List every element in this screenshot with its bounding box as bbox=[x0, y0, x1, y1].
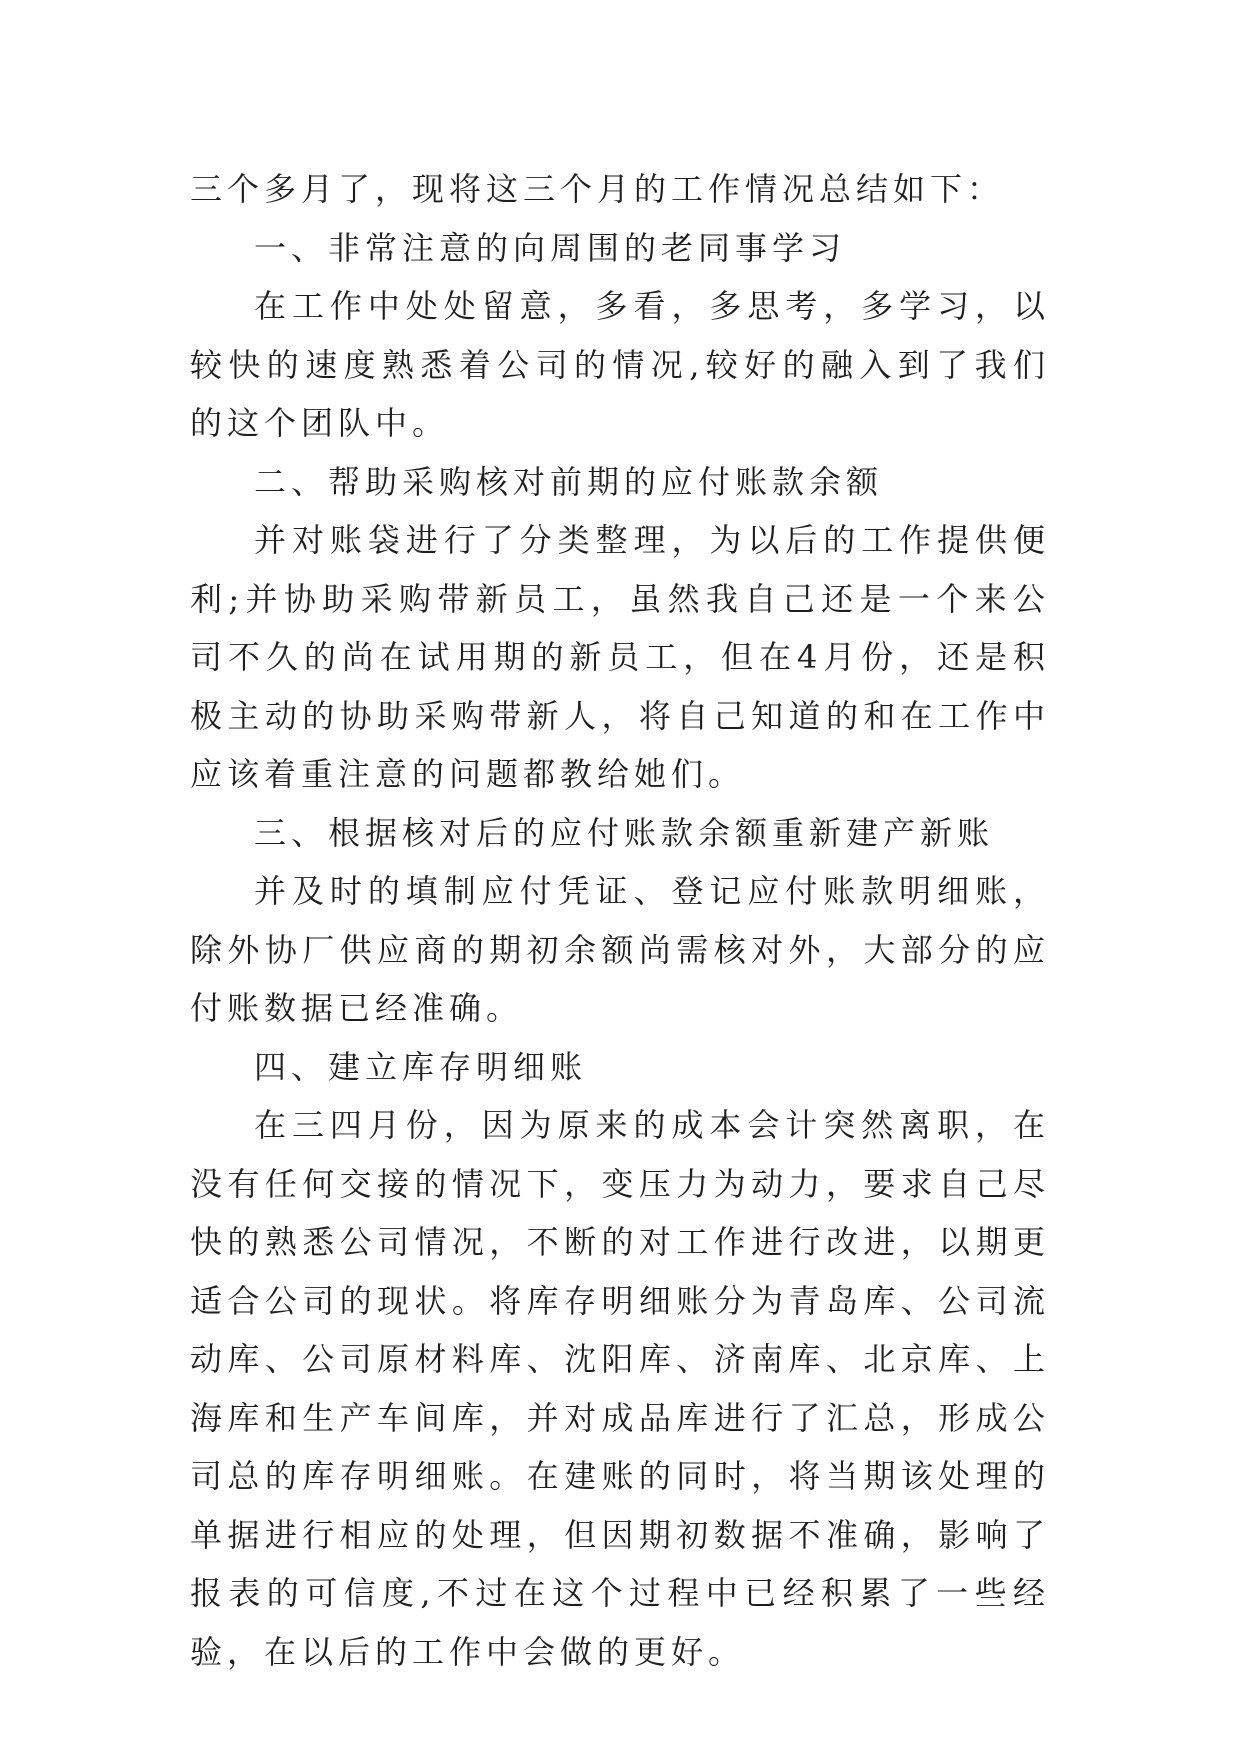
section-heading-1: 一、非常注意的向周围的老同事学习 bbox=[254, 228, 847, 267]
section-body-4: 在三四月份，因为原来的成本会计突然离职，在没有任何交接的情况下，变压力为动力，要求自己尽快的熟悉公司情况，不断的对工作进行改进，以期更适合公司的现状。将库存明细账分为青岛库、公司流动库、公司原材料库、沈阳库、济南库、北京库、上海库和生产车间库，并对成品库进行了汇总，形成公司总的库存明细账。在建账的同时，将当期该处理的单据进行相应的处理，但因期初数据不准确，影响了报表的可信度,不过在这个过程中已经积累了一些经验，在以后的工作中会做的更好。 bbox=[190, 1106, 1050, 1671]
section-heading-2: 二、帮助采购核对前期的应付账款余额 bbox=[254, 462, 884, 501]
intro-paragraph: 三个多月了，现将这三个月的工作情况总结如下： bbox=[190, 170, 1005, 208]
section-heading-4: 四、建立库存明细账 bbox=[254, 1047, 588, 1086]
section-heading-3: 三、根据核对后的应付账款余额重新建产新账 bbox=[254, 813, 995, 852]
section-body-1: 在工作中处处留意，多看，多思考，多学习，以较快的速度熟悉着公司的情况,较好的融入到了我们的这个团队中。 bbox=[190, 287, 1050, 442]
section-body-3: 并及时的填制应付凭证、登记应付账款明细账，除外协厂供应商的期初余额尚需核对外，大部分的应付账数据已经准确。 bbox=[190, 872, 1050, 1027]
section-body-2: 并对账袋进行了分类整理，为以后的工作提供便利;并协助采购带新员工，虽然我自己还是一个来公司不久的尚在试用期的新员工，但在4月份，还是积极主动的协助采购带新人，将自己知道的和在工作中应该着重注意的问题都教给她们。 bbox=[190, 521, 1050, 793]
document-body bbox=[190, 160, 1050, 1681]
